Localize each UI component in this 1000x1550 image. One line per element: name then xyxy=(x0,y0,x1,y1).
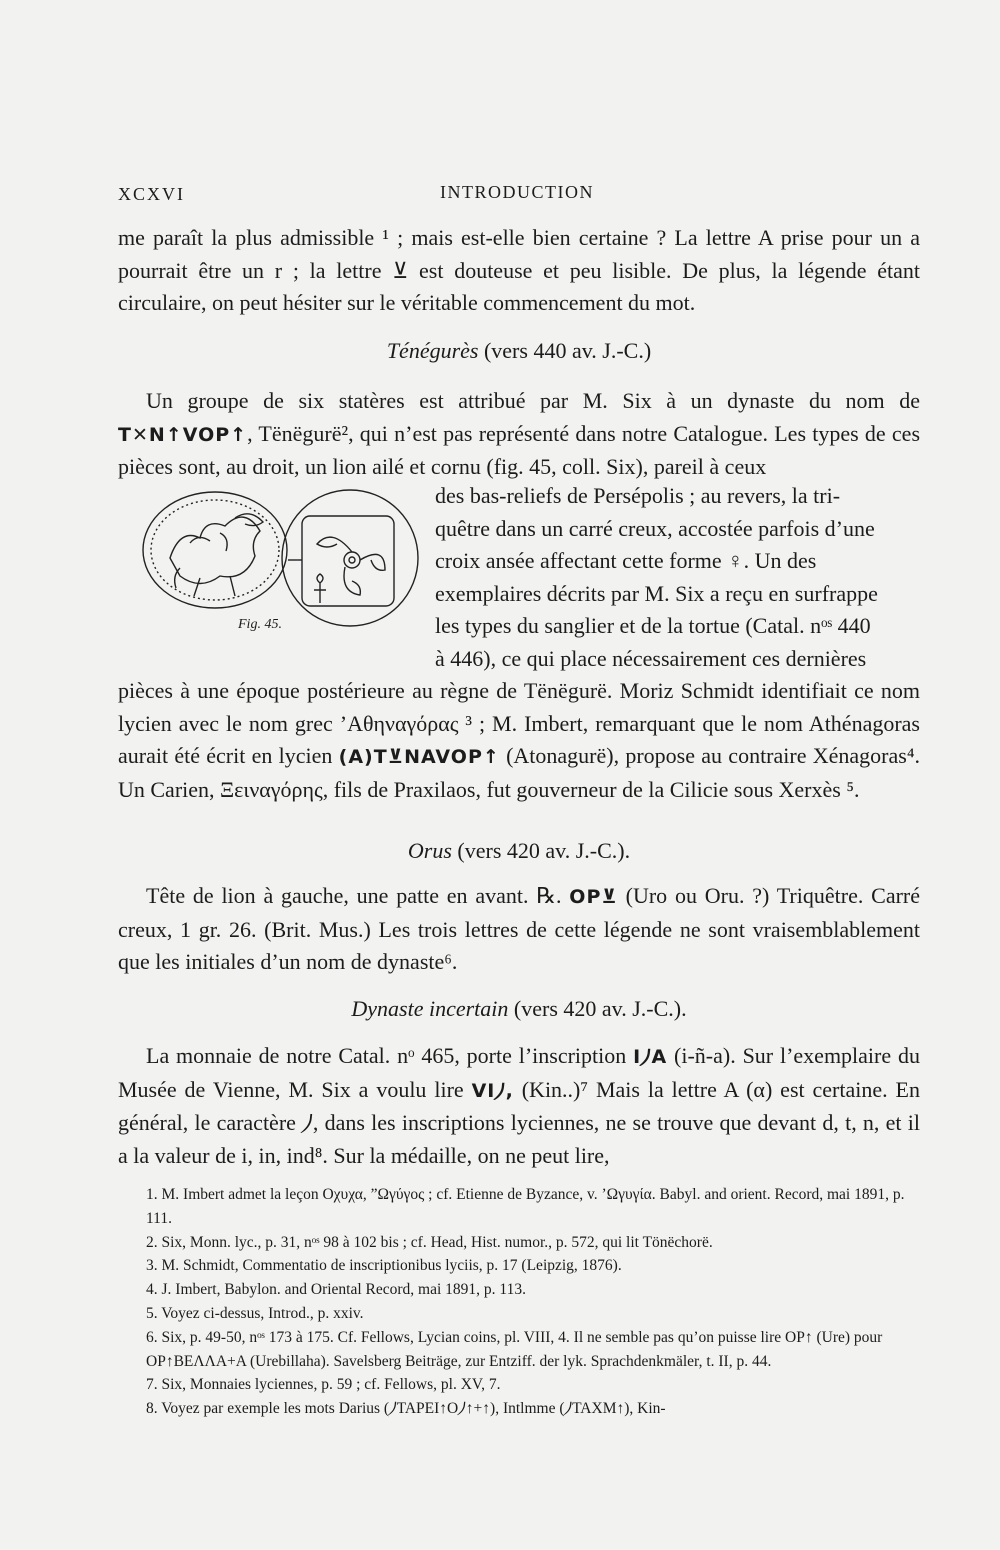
running-title: INTRODUCTION xyxy=(440,182,594,202)
footnote: 8. Voyez par exemple les mots Darius (⵰TAPEI↑O⵰↑+↑), Intlmme (⵰TAXM↑), Kin- xyxy=(146,1400,666,1418)
page-number: XCXVI xyxy=(118,184,185,204)
heading-date: (vers 420 av. J.-C.). xyxy=(508,996,687,1021)
coin-figure xyxy=(140,488,430,638)
text: Un groupe de six statères est attribué par M. Six à un dynaste du nom de xyxy=(146,388,920,413)
wrap-line: à 446), ce qui place nécessairement ces dernières xyxy=(435,645,867,671)
footnotes xyxy=(118,1183,928,1421)
heading-name: Dynaste incertain xyxy=(351,996,509,1021)
text: (Atonagurë), propose au contraire Xénagoras⁴. Un Carien, Ξειναγόρης, fils de Praxilaos, fut gouverneur de la Cilicie sous Xerxès ⁵. xyxy=(118,743,920,802)
text: (Uro ou Oru. ?) Triquêtre. Carré creux, 1 gr. 26. (Brit. Mus.) Les trois lettres de cette légende ne sont vraisemblablement que les initiales d’un nom de dynaste⁶. xyxy=(118,883,920,974)
text: , Tënëgurë², qui n’est pas représenté dans notre Catalogue. Les types de ces pièces sont, au droit, un lion ailé et cornu (fig. 45, coll. Six), pareil à ceux xyxy=(118,420,920,479)
wrap-line: croix ansée affectant cette forme ♀. Un des xyxy=(435,548,817,573)
section3-paragraph xyxy=(118,1040,920,1172)
section3-para xyxy=(118,1040,920,1172)
text: (Kin..)⁷ Mais la lettre A (α) est certaine. En général, le caractère ⵰, dans les inscriptions lyciennes, ne se trouve que devant d, t, n, et il a la valeur de i, in, ind⁸. Sur la médaille, on ne peut lire, xyxy=(118,1076,920,1168)
wrap-line: quêtre dans un carré creux, accostée parfois d’une xyxy=(435,515,875,541)
figure-caption: Fig. 45. xyxy=(238,617,282,632)
lycian-word: (A)T⊻NAVOP↑ xyxy=(338,746,500,768)
section-heading-orus xyxy=(118,838,920,864)
lycian-word: I⵰A xyxy=(633,1046,668,1068)
wrap-line: exemplaires décrits par M. Six a reçu en surfrappe xyxy=(435,580,878,606)
text: La monnaie de notre Catal. nᵒ 465, porte l’inscription xyxy=(146,1043,634,1068)
section2-paragraph xyxy=(118,880,920,979)
paragraph-top xyxy=(118,222,920,320)
heading-date: (vers 440 av. J.-C.) xyxy=(478,338,652,363)
heading-date: (vers 420 av. J.-C.). xyxy=(451,838,631,863)
footnote: 2. Six, Monn. lyc., p. 31, nᵒˢ 98 à 102 bis ; cf. Head, Hist. numor., p. 572, qui lit Tönëchorë. xyxy=(146,1233,713,1251)
lycian-word: VI⵰, xyxy=(471,1079,514,1102)
footnote: 7. Six, Monnaies lyciennes, p. 59 ; cf. Fellows, pl. XV, 7. xyxy=(146,1376,501,1394)
wrap-line: des bas-reliefs de Persépolis ; au revers, la tri- xyxy=(435,483,841,508)
footnote: 3. M. Schmidt, Commentatio de inscriptionibus lyciis, p. 17 (Leipzig, 1876). xyxy=(146,1257,622,1275)
text: pièces à une époque postérieure au règne de Tënëgurë. Moriz Schmidt identifiait ce nom lycien avec le nom grec ’Αθηναγόρας ³ ; M. Imbert, remarquant que le nom Athénagoras aurait été écrit en lycien xyxy=(118,678,920,768)
wrap-line: les types du sanglier et de la tortue (Catal. nᵒˢ 440 xyxy=(435,613,871,638)
footnote: 6. Six, p. 49-50, nᵒˢ 173 à 175. Cf. Fellows, Lycian coins, pl. VIII, 4. Il ne semble pas qu’on puisse lire OP↑ (Ure) pour OP↑BEΛΛA+A (Urebillaha). Savelsberg Beiträge, zur Entziff. der lyk. Sprachdenkmäler, t. II, p. 44. xyxy=(146,1328,883,1370)
footnote: 4. J. Imbert, Babylon. and Oriental Record, mai 1891, p. 113. xyxy=(146,1281,526,1299)
section-heading-dynaste xyxy=(118,996,920,1022)
section1-paragraph-a xyxy=(118,385,920,484)
section1-para-c xyxy=(118,675,920,806)
paragraph-top-text: me paraît la plus admissible ¹ ; mais est-elle bien certaine ? La lettre A prise pour un a pourrait être un r ; la lettre ⊻ est douteuse et peu lisible. De plus, la légende étant circulaire, on peut hésiter sur le véritable commencement du mot. xyxy=(118,225,920,315)
text: (i-ñ-a). Sur l’exemplaire du Musée de Vienne, M. Six a voulu lire xyxy=(118,1043,920,1102)
section1-paragraph-c xyxy=(118,675,920,806)
section-heading-tenegures xyxy=(118,338,920,364)
coin-illustration xyxy=(140,488,430,638)
lycian-word: OP⊻ xyxy=(569,886,618,908)
section2-para xyxy=(118,880,920,979)
lycian-word: T✕N↑VOP↑ xyxy=(118,423,248,446)
footnote: 5. Voyez ci-dessus, Introd., p. xxiv. xyxy=(146,1304,364,1322)
text: Tête de lion à gauche, une patte en avant. ℞. xyxy=(146,883,570,908)
heading-name: Orus xyxy=(407,838,452,863)
footnote: 1. M. Imbert admet la leçon Οχυχα, ”Ωγύγος ; cf. Etienne de Byzance, v. ’Ωγυγία. Babyl. and orient. Record, mai 1891, p. 111. xyxy=(146,1186,905,1227)
section1-para-a xyxy=(118,385,920,484)
figure-wrap-text xyxy=(435,480,920,675)
heading-name: Ténégurès xyxy=(386,338,479,363)
